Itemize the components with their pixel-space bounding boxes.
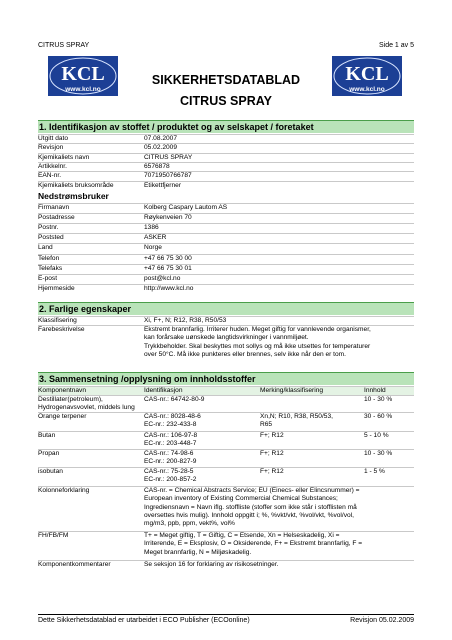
component-content: 10 - 30 % [364,396,393,403]
info-row [38,162,414,171]
info-row [38,181,414,190]
row-label: E-post [38,274,58,282]
section-3-heading: 3. Sammensetning /opplysning om innholdsstoffer [38,372,414,385]
column-header: Identifikasjon [144,387,183,394]
row-value [144,487,414,528]
id-line: EC-nr.: 203-448-7 [144,440,197,448]
hazard-line: Trykkbeholder. Skal beskyttes mot sollys og må ikke utsettes for temperaturer [144,342,371,350]
row-label: Telefaks [38,264,63,272]
row-label: Kjemikaliets navn [38,153,90,161]
row-value: CITRUS SPRAY [144,153,193,161]
component-marking: F+; R12 [260,468,284,475]
row-label: Postnr. [38,224,59,232]
page-header [38,42,414,49]
table-row [38,431,414,448]
component-id [144,468,196,485]
row-label: EAN-nr. [38,172,62,180]
id-line: CAS-nr.: 74-98-6 [144,450,194,457]
row-value: 05.02.2009 [144,144,178,152]
table-row [38,467,414,484]
component-marking: F+; R12 [260,450,284,457]
info-row [38,213,414,223]
hazard-line: kan forårsake uønskede langtidsvirkninger i vannmiljøet. [144,334,309,342]
row-value: 1386 [144,224,159,232]
document-title: SIKKERHETSDATABLAD [151,73,301,87]
column-header: Merking/klassifisering [260,387,324,394]
row-value: Xi, F+, N; R12, R38, R50/53 [144,317,227,324]
explanation-line: European inventory of Existing Commercial Chemical Substances; [144,495,338,503]
marking-line: Xn,N; R10, R38, R50/53, [260,413,333,420]
info-row [38,203,414,213]
svg-text:www.kcl.no: www.kcl.no [65,86,101,93]
header-product: CITRUS SPRAY [38,42,90,49]
classification-row [38,316,414,325]
marking-line: R65 [260,421,273,429]
column-header: Komponentnavn [38,387,87,394]
row-value: 7071950766787 [144,172,192,180]
row-label: Kolonneforklaring [38,487,90,494]
section-1-heading: 1. Identifikasjon av stoffet / produktet og av selskapet / foretaket [38,120,414,133]
component-id: CAS-nr.: 64742-80-9 [144,396,205,403]
hazard-codes-row [38,531,414,558]
svg-text:KCL: KCL [61,63,105,85]
svg-text:KCL: KCL [345,63,389,85]
row-value: http://www.kcl.no [144,284,194,292]
info-row [38,153,414,162]
info-row [38,243,414,253]
info-row [38,143,414,152]
row-value: +47 66 75 30 00 [144,254,192,262]
row-label: Kjemikaliets bruksområde [38,181,114,189]
info-row [38,274,414,284]
info-row [38,284,414,294]
column-explanation-row [38,486,414,529]
row-label: Telefon [38,254,60,262]
kcl-logo-right [332,56,402,96]
row-label: Firmanavn [38,204,70,211]
id-line: CAS-nr.: 75-28-5 [144,468,194,475]
component-content: 10 - 30 % [364,450,393,457]
kcl-logo-left [48,56,118,96]
footer-note: Dette Sikkerhetsdatablad er utarbeidet i ECO Publisher (ECOonline) [38,617,250,624]
component-id [144,450,196,467]
row-value: Norge [144,244,162,252]
name-line: Destillater(petroleum), [38,396,103,403]
info-row [38,264,414,274]
row-label: FH/FB/FM [38,532,69,539]
subheading-downstream-user: Nedstrømsbruker [38,191,109,201]
row-value: Røykenveien 70 [144,214,192,222]
row-value: 07.08.2007 [144,135,178,142]
info-row [38,223,414,233]
component-id [144,432,197,449]
component-name [38,396,135,413]
code-line: Meget brannfarlig, N = Miljøskadelig. [144,548,252,556]
code-line: T+ = Meget giftig, T = Giftig, C = Etsende, Xn = Helseskadelig, Xi = [144,532,340,539]
info-row [38,254,414,264]
row-label: Hjemmeside [38,284,75,292]
info-row [38,233,414,243]
row-label: Postadresse [38,214,75,222]
explanation-line: CAS-nr. = Chemical Abstracts Service; EU (Einecs- eller Elincsnummer) = [144,487,360,494]
info-row [38,171,414,180]
component-content: 5 - 10 % [364,432,389,439]
row-value: post@kcl.no [144,274,181,282]
component-content: 1 - 5 % [364,468,385,475]
id-line: CAS-nr.: 106-97-8 [144,432,198,439]
row-value: Etikettfjerner [144,181,182,189]
id-line: EC-nr.: 200-857-2 [144,476,197,484]
component-marking: F+; R12 [260,432,284,439]
id-line: EC-nr.: 232-433-8 [144,421,197,429]
hazard-line: over 50°C. Må ikke punkteres eller brennes, selv ikke når den er tom. [144,350,347,358]
page-footer [38,614,414,624]
header-page-number: Side 1 av 5 [378,42,414,49]
row-label: Klassifisering [38,317,77,324]
row-value [144,532,414,557]
row-label: Artikkelnr. [38,162,67,170]
table-row [38,412,414,429]
name-line: Hydrogenavsvovlet, middels lung [38,404,135,412]
row-value: Kolberg Caspary Lautom AS [144,204,228,211]
row-label: Komponentkommentarer [38,561,111,568]
row-value [144,326,414,359]
row-label: Farebeskrivelse [38,326,85,333]
hazard-description-row [38,325,414,361]
explanation-line: oversettes hvis mulig). Innhold oppgitt i; %, %vkt/vkt, %vol/vkt, %vol/vol, [144,511,354,519]
hazard-line: Ekstremt brannfarlig. Irriterer huden. Meget giftig for vannlevende organismer, [144,326,371,333]
row-label: Utgitt dato [38,135,69,142]
row-value: 6576878 [144,162,170,170]
row-label: Poststed [38,234,64,242]
svg-text:www.kcl.no: www.kcl.no [349,86,385,93]
table-row [38,449,414,466]
table-header [38,386,414,395]
component-content: 30 - 60 % [364,413,393,420]
code-line: Irriterende, E = Eksplosiv, O = Oksiderende, F+ = Ekstremt brannfarlig, F = [144,540,363,548]
product-title: CITRUS SPRAY [180,94,272,108]
section-2-heading: 2. Farlige egenskaper [38,302,414,315]
column-header: Innhold [364,387,386,394]
component-name: Orange terpener [38,413,87,420]
id-line: EC-nr.: 200-827-9 [144,458,197,466]
component-name: Propan [38,450,60,457]
component-marking [260,413,333,430]
footer-revision: Revisjon 05.02.2009 [350,617,414,624]
component-name: isobutan [38,468,63,475]
row-value: ASKER [144,234,167,242]
component-comments-row [38,560,414,569]
row-value: +47 66 75 30 01 [144,264,192,272]
component-id [144,413,201,430]
row-label: Land [38,244,53,252]
info-row [38,134,414,143]
explanation-line: Ingrediensnavn = Navn iflg. stoffliste (stoffer som ikke står i stofflisten må [144,503,357,511]
component-name: Butan [38,432,56,439]
row-label: Revisjon [38,144,64,152]
explanation-line: mg/m3, ppb, ppm, vekt%, vol% [144,520,235,528]
table-row [38,395,414,412]
id-line: CAS-nr.: 8028-48-6 [144,413,201,420]
row-value: Se seksjon 16 for forklaring av risikosetninger. [144,561,279,568]
